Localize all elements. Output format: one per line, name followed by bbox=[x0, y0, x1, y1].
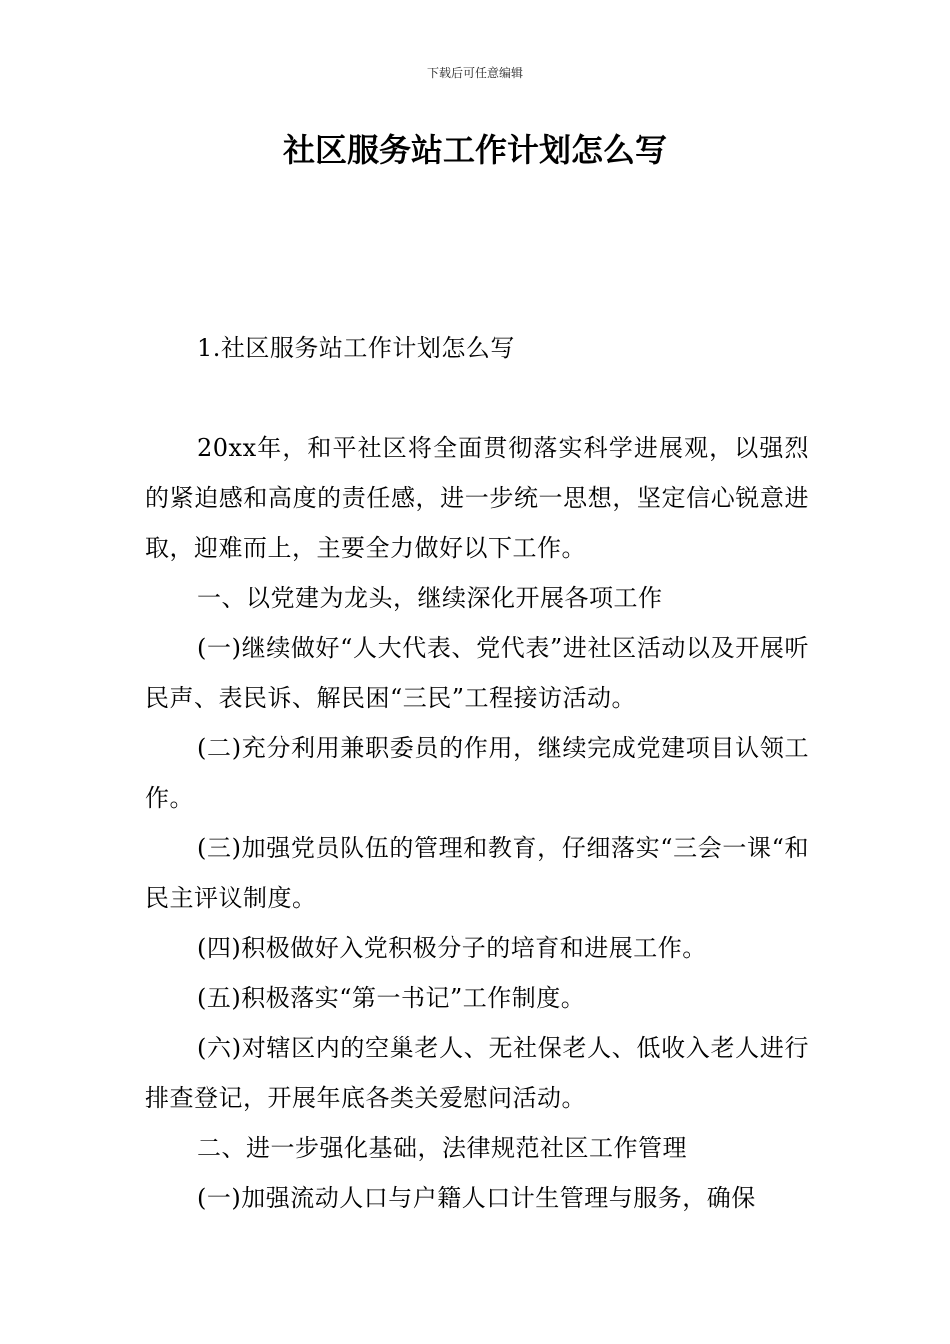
paragraph-item-1-4: (四)积极做好入党积极分子的培育和进展工作。 bbox=[197, 934, 707, 962]
document-title: 社区服务站工作计划怎么写 bbox=[282, 131, 667, 169]
paragraph-heading-1: 一、以党建为龙头，继续深化开展各项工作 bbox=[197, 584, 663, 612]
paragraph-item-1-6: (六)对辖区内的空巢老人、无社保老人、低收入老人进行排查登记，开展年底各类关爱慰问活动。 bbox=[145, 1034, 809, 1112]
paragraph-intro: 20xx年，和平社区将全面贯彻落实科学进展观，以强烈的紧迫感和高度的责任感，进一步统一思想，坚定信心锐意进取，迎难而上，主要全力做好以下工作。 bbox=[145, 434, 809, 562]
paragraph-heading-2: 二、进一步强化基础，法律规范社区工作管理 bbox=[197, 1134, 687, 1162]
paragraph-item-1-5: (五)积极落实“第一书记”工作制度。 bbox=[197, 984, 586, 1012]
paragraph-item-1-3: (三)加强党员队伍的管理和教育，仔细落实“三会一课“和民主评议制度。 bbox=[145, 834, 809, 912]
section-heading: 1.社区服务站工作计划怎么写 bbox=[197, 334, 515, 362]
paragraph-item-2-1: (一)加强流动人口与户籍人口计生管理与服务，确保 bbox=[197, 1184, 756, 1212]
header-note: 下载后可任意编辑 bbox=[426, 66, 523, 80]
paragraph-item-1-1: (一)继续做好“人大代表、党代表”进社区活动以及开展听民声、表民诉、解民困“三民”工程接访活动。 bbox=[145, 634, 809, 712]
document-body bbox=[145, 323, 809, 1223]
paragraph-item-1-2: (二)充分利用兼职委员的作用，继续完成党建项目认领工作。 bbox=[145, 734, 809, 812]
